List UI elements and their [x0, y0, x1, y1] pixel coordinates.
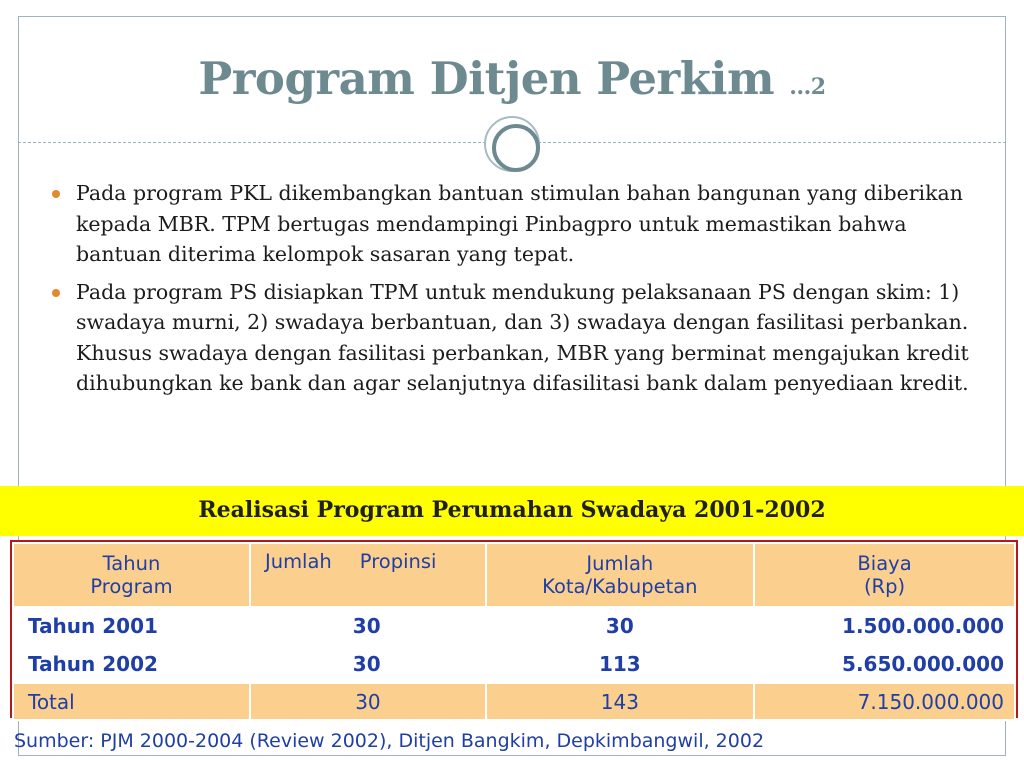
circle-ornament-icon	[484, 116, 540, 172]
header-jumlah-propinsi	[250, 543, 486, 607]
bullet-dot-icon	[52, 289, 60, 297]
header-biaya-line1: Biaya	[857, 552, 912, 575]
realisasi-table-wrapper	[10, 540, 1018, 718]
slide-title-text: Program Ditjen Perkim	[198, 52, 775, 105]
table-total-row	[13, 683, 1015, 720]
cell-tahun: Tahun 2002	[13, 645, 250, 683]
table-row	[13, 607, 1015, 645]
cell-biaya: 5.650.000.000	[754, 645, 1015, 683]
bullet-item	[44, 178, 984, 270]
table-caption-banner: Realisasi Program Perumahan Swadaya 2001-2002	[0, 486, 1024, 536]
slide-title-suffix: …2	[789, 74, 826, 100]
header-tahun-line2: Program	[90, 575, 173, 598]
cell-kota: 30	[486, 607, 754, 645]
table-row	[13, 645, 1015, 683]
bullet-list	[44, 178, 984, 406]
table-header-row	[13, 543, 1015, 607]
cell-tahun: Total	[13, 683, 250, 720]
header-propinsi: Propinsi	[359, 550, 437, 573]
realisasi-table	[12, 542, 1016, 721]
cell-biaya: 7.150.000.000	[754, 683, 1015, 720]
bullet-dot-icon	[52, 190, 60, 198]
cell-kota: 143	[486, 683, 754, 720]
cell-biaya: 1.500.000.000	[754, 607, 1015, 645]
header-tahun-line1: Tahun	[102, 552, 161, 575]
header-biaya	[754, 543, 1015, 607]
bullet-item	[44, 277, 984, 399]
table-source-note: Sumber: PJM 2000-2004 (Review 2002), Ditjen Bangkim, Depkimbangwil, 2002	[14, 730, 765, 752]
bullet-text: Pada program PKL dikembangkan bantuan stimulan bahan bangunan yang diberikan kepada MBR. TPM bertugas mendampingi Pinbagpro untuk memastikan bahwa bantuan diterima kelompok sasaran yang tepat.	[76, 181, 963, 266]
header-biaya-line2: (Rp)	[863, 575, 906, 598]
cell-kota: 113	[486, 645, 754, 683]
header-kota-line2: Kota/Kabupetan	[542, 575, 698, 598]
cell-propinsi: 30	[250, 683, 486, 720]
slide-title	[0, 52, 1024, 114]
cell-tahun: Tahun 2001	[13, 607, 250, 645]
bullet-text: Pada program PS disiapkan TPM untuk mendukung pelaksanaan PS dengan skim: 1) swadaya murni, 2) swadaya berbantuan, dan 3) swadaya dengan fasilitasi perbankan. Khusus swadaya dengan fasilitasi perbankan, MBR yang berminat mengajukan kredit dihubungkan ke bank dan agar selanjutnya difasilitasi bank dalam penyediaan kredit.	[76, 279, 969, 395]
header-jumlah: Jumlah	[264, 550, 332, 573]
header-tahun-program	[13, 543, 250, 607]
header-kota-line1: Jumlah	[586, 552, 654, 575]
cell-propinsi: 30	[250, 645, 486, 683]
header-jumlah-kota	[486, 543, 754, 607]
cell-propinsi: 30	[250, 607, 486, 645]
